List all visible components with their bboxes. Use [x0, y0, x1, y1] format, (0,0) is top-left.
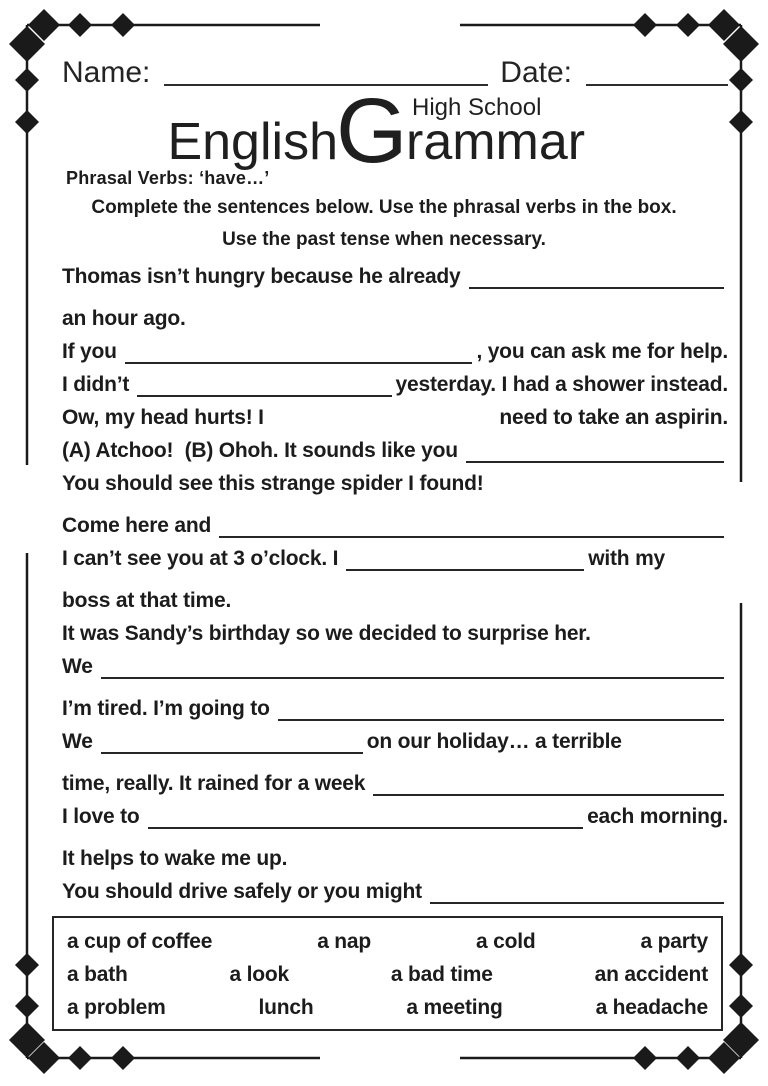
word-bank-item: a bath	[67, 962, 128, 986]
sentence-line	[62, 766, 728, 799]
topic-label: Phrasal Verbs: ‘have…’	[66, 168, 270, 188]
diamond-ornament	[708, 9, 740, 41]
sentence-text: If you	[62, 340, 117, 363]
word-bank-item: a look	[229, 962, 290, 986]
sentence-text: We	[62, 655, 93, 678]
word-bank-row	[67, 991, 708, 1024]
sentence-text: , you can ask me for help.	[476, 340, 728, 363]
sentence-list	[62, 259, 728, 907]
sentence-text: Ow, my head hurts! I	[62, 406, 264, 429]
answer-gap[interactable]	[264, 431, 500, 433]
word-bank-row	[67, 958, 708, 991]
answer-blank[interactable]	[125, 360, 473, 364]
sentence-line	[62, 301, 728, 334]
sentence-line	[62, 724, 728, 757]
diamond-ornament	[15, 994, 39, 1018]
diamond-ornament	[723, 1022, 759, 1058]
answer-blank[interactable]	[346, 567, 584, 571]
word-bank-item: a headache	[595, 995, 708, 1019]
sentence-text: boss at that time.	[62, 589, 232, 612]
sentence-line	[62, 541, 728, 574]
answer-blank[interactable]	[137, 393, 391, 397]
diamond-ornament	[708, 1042, 740, 1074]
diamond-ornament	[676, 1046, 700, 1070]
sentence-text: You should see this strange spider I found!	[62, 472, 484, 495]
diamond-ornament	[9, 1022, 45, 1058]
word-bank-item: an accident	[594, 962, 708, 986]
word-bank-row	[67, 925, 708, 958]
word-bank-item: a meeting	[406, 995, 503, 1019]
sentence-text: I’m tired. I’m going to	[62, 697, 270, 720]
sentence-text: I can’t see you at 3 o’clock. I	[62, 547, 339, 570]
sentence-line	[62, 583, 728, 616]
sentence-line	[62, 508, 728, 541]
sentence-line	[62, 400, 728, 433]
word-bank-item: a problem	[67, 995, 166, 1019]
diamond-ornament	[633, 13, 657, 37]
sentence-line	[62, 616, 728, 649]
sentence-line	[62, 691, 728, 724]
answer-blank[interactable]	[101, 750, 363, 754]
answer-blank[interactable]	[430, 900, 724, 904]
sentence-text: Come here and	[62, 514, 212, 537]
diamond-ornament	[68, 1046, 92, 1070]
sentence-text: It was Sandy’s birthday so we decided to surprise her.	[62, 622, 591, 645]
answer-blank[interactable]	[101, 675, 724, 679]
sentence-line	[62, 367, 728, 400]
diamond-ornament	[28, 1042, 60, 1074]
title-english: English	[167, 113, 338, 171]
sentence-text: an hour ago.	[62, 307, 186, 330]
word-bank-item: a party	[640, 929, 708, 953]
sentence-line	[62, 466, 728, 499]
answer-blank[interactable]	[469, 285, 724, 289]
answer-blank[interactable]	[278, 717, 724, 721]
sentence-text: time, really. It rained for a week	[62, 772, 366, 795]
title-high-school: High School	[412, 94, 542, 121]
sentence-text: (A) Atchoo! (B) Ohoh. It sounds like you	[62, 439, 458, 462]
word-bank-item: a cold	[476, 929, 536, 953]
sentence-text: We	[62, 730, 93, 753]
sentence-text: Thomas isn’t hungry because he already	[62, 265, 461, 288]
answer-blank[interactable]	[373, 792, 724, 796]
diamond-ornament	[9, 26, 45, 62]
sentence-line	[62, 799, 728, 832]
diamond-ornament	[68, 13, 92, 37]
sentence-line	[62, 433, 728, 466]
sentence-text: each morning.	[587, 805, 728, 828]
sentence-line	[62, 841, 728, 874]
sentence-line	[62, 874, 728, 907]
sentence-line	[62, 259, 728, 292]
sentence-line	[62, 649, 728, 682]
word-bank-item: a nap	[317, 929, 372, 953]
word-bank-item: a cup of coffee	[67, 929, 213, 953]
instruction-line-1: Complete the sentences below. Use the phrasal verbs in the box.	[91, 197, 677, 218]
diamond-ornament	[723, 26, 759, 62]
answer-blank[interactable]	[466, 459, 724, 463]
diamond-ornament	[729, 953, 753, 977]
title-big-g: G	[336, 80, 408, 182]
date-label: Date:	[500, 56, 572, 89]
sentence-text: on our holiday… a terrible	[366, 730, 622, 753]
diamond-ornament	[676, 13, 700, 37]
sentence-text: I love to	[62, 805, 140, 828]
diamond-ornament	[28, 9, 60, 41]
sentence-text: It helps to wake me up.	[62, 847, 288, 870]
diamond-ornament	[111, 1046, 135, 1070]
sentence-text: You should drive safely or you might	[62, 880, 422, 903]
title-rammar: rammar	[406, 113, 586, 171]
word-bank-box	[52, 916, 723, 1031]
sentence-line	[62, 334, 728, 367]
sentence-text: with my	[588, 547, 666, 570]
sentence-text: I didn’t	[62, 373, 130, 396]
sentence-text: need to take an aspirin.	[499, 406, 728, 429]
instruction-line-2: Use the past tense when necessary.	[222, 229, 546, 250]
answer-blank[interactable]	[219, 534, 724, 538]
sentence-text: yesterday. I had a shower instead.	[395, 373, 728, 396]
word-bank-item: a bad time	[390, 962, 493, 986]
diamond-ornament	[633, 1046, 657, 1070]
diamond-ornament	[729, 994, 753, 1018]
answer-blank[interactable]	[148, 825, 584, 829]
diamond-ornament	[15, 953, 39, 977]
diamond-ornament	[111, 13, 135, 37]
word-bank-item: lunch	[258, 995, 314, 1019]
name-label: Name:	[62, 56, 151, 89]
